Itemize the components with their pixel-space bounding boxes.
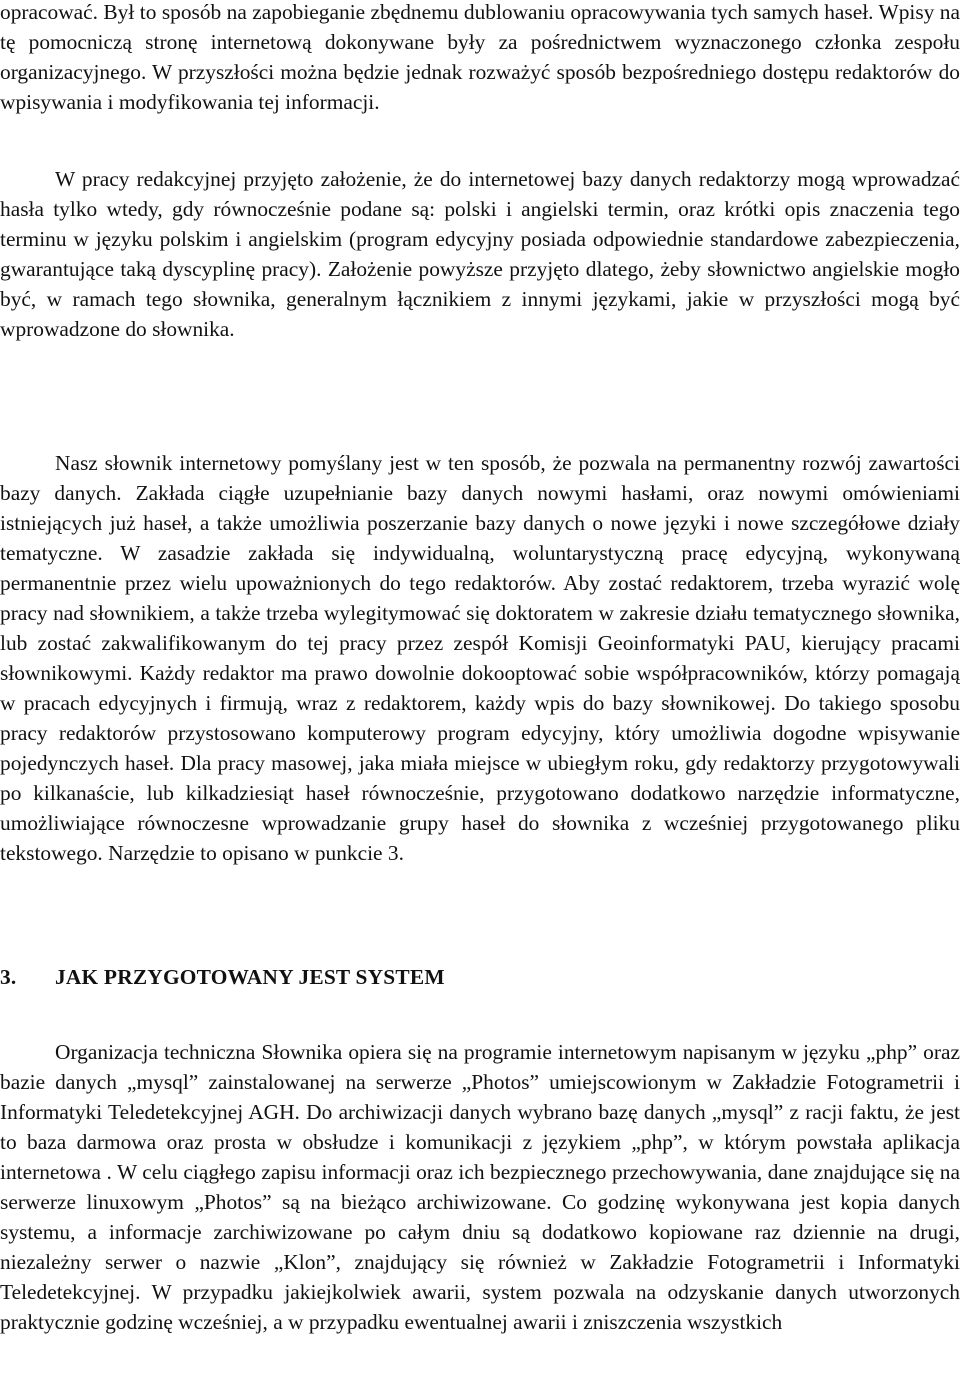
paragraph-dictionary-development: Nasz słownik internetowy pomyślany jest w ten sposób, że pozwala na permanentny rozwój zawartości bazy danych. Zakłada ciągłe uzupełnianie bazy danych nowymi hasłami, oraz nowymi omówieniami istniejących już haseł, a także umożliwia poszerzanie bazy danych o nowe języki i nowe szczegółowe działy tematyczne. W zasadzie zakłada się indywidualną, woluntarystyczną pracę edycyjną, wykonywaną permanentnie przez wielu upoważnionych do tego redaktorów. Aby zostać redaktorem, trzeba wyrazić wolę pracy nad słownikiem, a także trzeba wylegitymować się doktoratem w zakresie działu tematycznego słownika, lub zostać zakwalifikowanym do tej pracy przez zespół Komisji Geoinformatyki PAU, kierujący pracami słownikowymi. Każdy redaktor ma prawo dowolnie dokooptować sobie współpracowników, którzy pomagają w pracach edycyjnych i firmują, wraz z redaktorem, każdy wpis do bazy słownikowej. Do takiego sposobu pracy redaktorów przystosowano komputerowy program edycyjny, który umożliwia dogodne wpisywanie pojedynczych haseł. Dla pracy masowej, jaka miała miejsce w ubiegłym roku, gdy redaktorzy przygotowywali po kilkanaście, lub kilkadziesiąt haseł równocześnie, przygotowano dodatkowo narzędzie informatyczne, umożliwiające równoczesne wprowadzanie grupy haseł do słownika z wcześniej przygotowanego pliku tekstowego. Narzędzie to opisano w punkcie 3. <box>0 451 960 865</box>
section-heading <box>0 962 960 992</box>
section-number: 3. <box>0 965 17 989</box>
paragraph-technical-organization: Organizacja techniczna Słownika opiera się na programie internetowym napisanym w języku „php” oraz bazie danych „mysql” zainstalowanej na serwerze „Photos” umiejscowionym w Zakładzie Fotogrametrii i Informatyki Teledetekcyjnej AGH. Do archiwizacji danych wybrano bazę danych „mysql” z racji faktu, że jest to baza darmowa oraz prosta w obsłudze i komunikacji z językiem „php”, w którym powstała aplikacja internetowa . W celu ciągłego zapisu informacji oraz ich bezpiecznego przechowywania, dane znajdujące się na serwerze linuxowym „Photos” są na bieżąco archiwizowane. Co godzinę wykonywana jest kopia danych systemu, a informacje zarchiwizowane po całym dniu są dodatkowo kopiowane raz dziennie na drugi, niezależny serwer o nazwie „Klon”, znajdujący się również w Zakładzie Fotogrametrii i Informatyki Teledetekcyjnej. W przypadku jakiejkolwiek awarii, system pozwala na odzyskanie danych utworzonych praktycznie godzinę wcześniej, a w przypadku ewentualnej awarii i zniszczenia wszystkich <box>0 1040 960 1334</box>
paragraph-continuation: opracować. Był to sposób na zapobieganie zbędnemu dublowaniu opracowywania tych samych haseł. Wpisy na tę pomocniczą stronę internetową dokonywane były za pośrednictwem wyznaczonego członka zespołu organizacyjnego. W przyszłości można będzie jednak rozważyć sposób bezpośredniego dostępu redaktorów do wpisywania i modyfikowania tej informacji. <box>0 0 960 114</box>
paragraph-editorial-assumption: W pracy redakcyjnej przyjęto założenie, że do internetowej bazy danych redaktorzy mogą wprowadzać hasła tylko wtedy, gdy równocześnie podane są: polski i angielski termin, oraz krótki opis znaczenia tego terminu w języku polskim i angielskim (program edycyjny posiada odpowiednie standardowe zabezpieczenia, gwarantujące taką dyscyplinę pracy). Założenie powyższe przyjęto dlatego, żeby słownictwo angielskie mogło być, w ramach tego słownika, generalnym łącznikiem z innymi językami, jakie w przyszłości mogą być wprowadzone do słownika. <box>0 167 960 341</box>
section-title: JAK PRZYGOTOWANY JEST SYSTEM <box>55 965 445 989</box>
